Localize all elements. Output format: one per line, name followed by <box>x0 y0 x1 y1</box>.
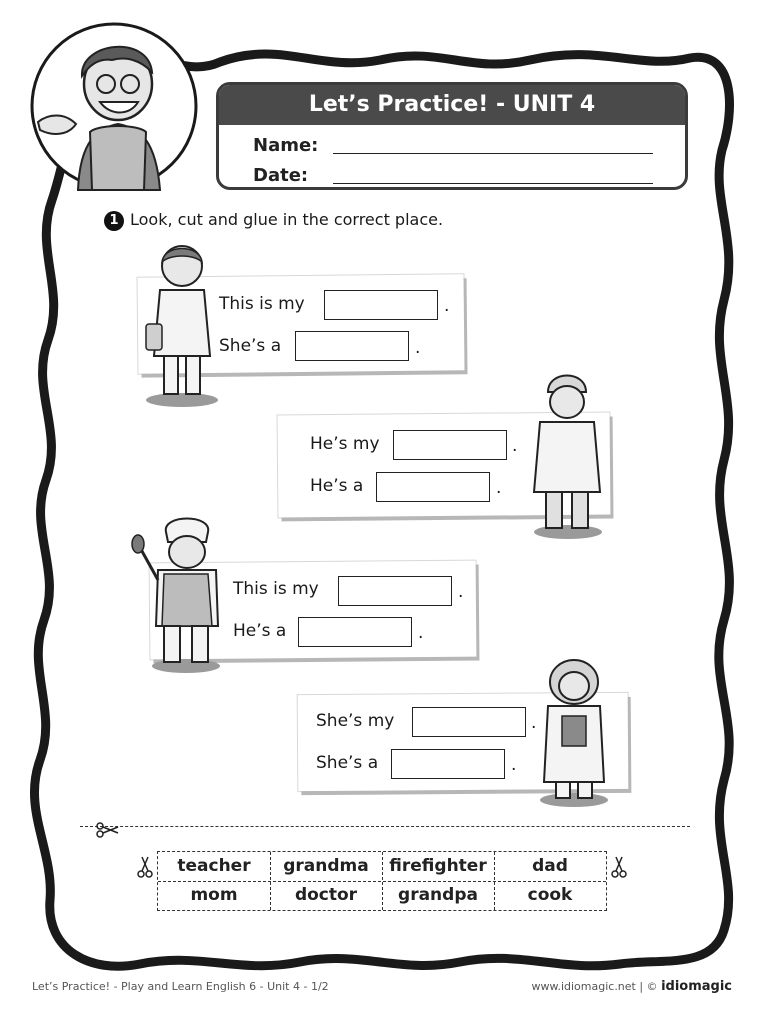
title-unit: UNIT 4 <box>512 92 596 117</box>
brand-logo-text: idiomagic <box>661 979 732 994</box>
cut-here-dashed-line <box>80 826 690 827</box>
firefighter-character-illustration <box>526 362 608 542</box>
instruction-text: Look, cut and glue in the correct place. <box>130 210 444 229</box>
card-2-period-1: . <box>512 436 518 456</box>
card-1-period-2: . <box>415 338 421 358</box>
exercise-number: 1 <box>104 211 124 231</box>
word-card-grandpa[interactable]: grandpa <box>398 885 478 905</box>
card-3-period-1: . <box>458 582 464 602</box>
footer-site <box>531 979 732 994</box>
cutout-word-grid <box>157 851 607 911</box>
name-field[interactable] <box>333 153 653 154</box>
card-2-period-2: . <box>496 478 502 498</box>
word-card-teacher[interactable]: teacher <box>177 856 251 876</box>
word-card-firefighter[interactable]: firefighter <box>389 856 487 876</box>
mascot-boy-illustration <box>28 20 204 196</box>
card-4-period-2: . <box>511 755 517 775</box>
card-2-line-1: He’s my <box>310 434 380 454</box>
header-panel <box>216 82 688 190</box>
card-4-period-1: . <box>531 713 537 733</box>
card-3-line-2: He’s a <box>233 621 287 641</box>
card-2-blank-1[interactable] <box>393 430 507 460</box>
scissors-icon <box>96 822 120 838</box>
card-4-line-2: She’s a <box>316 753 379 773</box>
grandma-character-illustration <box>138 244 224 410</box>
name-label: Name: <box>253 135 319 156</box>
date-field[interactable] <box>333 183 653 184</box>
word-card-grandma[interactable]: grandma <box>283 856 369 876</box>
card-4-line-1: She’s my <box>316 711 395 731</box>
title-prefix: Let’s Practice! - <box>308 92 513 117</box>
card-1-blank-1[interactable] <box>324 290 438 320</box>
card-4-blank-1[interactable] <box>412 707 526 737</box>
card-2-line-2: He’s a <box>310 476 364 496</box>
word-card-mom[interactable]: mom <box>190 885 238 905</box>
card-1-blank-2[interactable] <box>295 331 409 361</box>
card-3-line-1: This is my <box>233 579 319 599</box>
card-3-blank-2[interactable] <box>298 617 412 647</box>
worksheet-title <box>219 85 685 125</box>
scissors-icon-right <box>611 856 627 878</box>
cook-character-illustration <box>128 510 228 676</box>
date-label: Date: <box>253 165 309 186</box>
card-1-line-2: She’s a <box>219 336 282 356</box>
word-card-doctor[interactable]: doctor <box>294 885 358 905</box>
card-1-line-1: This is my <box>219 294 305 314</box>
card-2-blank-2[interactable] <box>376 472 490 502</box>
card-3-blank-1[interactable] <box>338 576 452 606</box>
scissors-icon-left <box>137 856 153 878</box>
doctor-character-illustration <box>536 656 612 810</box>
footer-credit: Let’s Practice! - Play and Learn English 6 - Unit 4 - 1/2 <box>32 980 329 993</box>
card-1-period-1: . <box>444 296 450 316</box>
exercise-instruction <box>104 210 443 231</box>
word-card-dad[interactable]: dad <box>532 856 568 876</box>
word-card-cook[interactable]: cook <box>527 885 573 905</box>
footer-url[interactable]: www.idiomagic.net | © <box>531 980 658 993</box>
card-4-blank-2[interactable] <box>391 749 505 779</box>
card-3-period-2: . <box>418 623 424 643</box>
